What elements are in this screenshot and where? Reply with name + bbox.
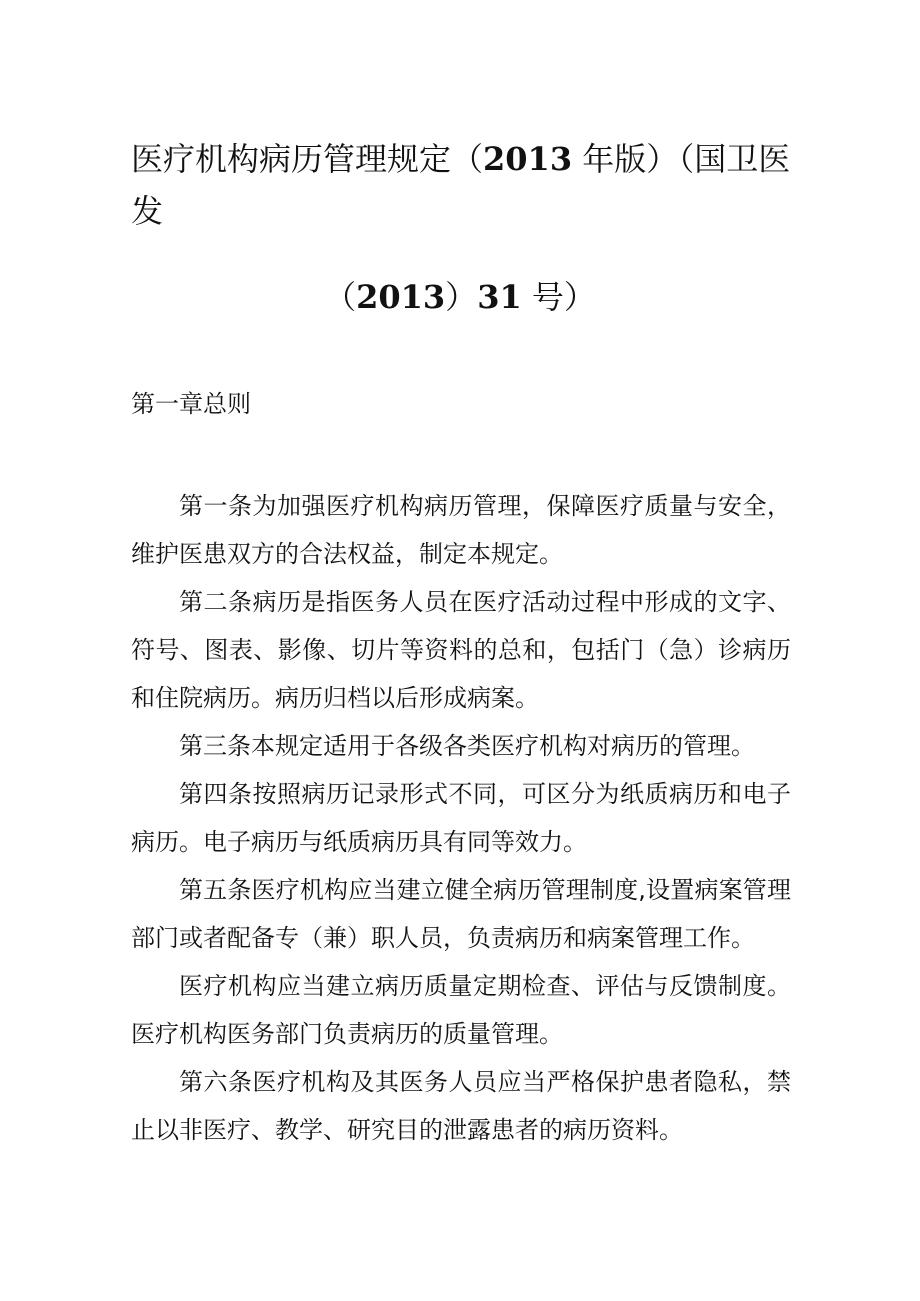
article-paragraph-5: 第五条医疗机构应当建立健全病历管理制度,设置病案管理部门或者配备专（兼）职人员，负责病历和病案管理工作。	[131, 876, 791, 952]
doc-number-mid: ）	[445, 278, 478, 316]
doc-number-post: 号）	[521, 278, 596, 316]
article-paragraph-2: 第二条病历是指医务人员在医疗活动过程中形成的文字、符号、图表、影像、切片等资料的总和，包括门（急）诊病历和住院病历。病历归档以后形成病案。	[131, 588, 791, 712]
title-line1-post: 年版）（国卫医	[572, 140, 791, 178]
doc-number-year: 2013	[356, 278, 446, 316]
document-title	[131, 134, 791, 184]
doc-number-open: （	[324, 278, 357, 316]
title-line1-year: 2013	[483, 140, 573, 178]
article-paragraph-3: 第三条本规定适用于各级各类医疗机构对病历的管理。	[179, 732, 755, 760]
article-paragraph-1: 第一条为加强医疗机构病历管理，保障医疗质量与安全，维护医患双方的合法权益，制定本规定。	[131, 492, 791, 568]
document-number	[0, 272, 920, 322]
doc-number-num: 31	[477, 278, 522, 316]
article-paragraph-6: 医疗机构应当建立病历质量定期检查、评估与反馈制度。医疗机构医务部门负责病历的质量管理。	[131, 972, 791, 1048]
article-paragraph-7: 第六条医疗机构及其医务人员应当严格保护患者隐私，禁止以非医疗、教学、研究目的泄露患者的病历资料。	[131, 1068, 791, 1144]
title-line1-pre: 医疗机构病历管理规定（	[131, 140, 484, 178]
article-paragraph-4: 第四条按照病历记录形式不同，可区分为纸质病历和电子病历。电子病历与纸质病历具有同等效力。	[131, 780, 791, 856]
document-title-continued: 发	[131, 192, 164, 230]
chapter-heading: 第一章总则	[131, 390, 251, 418]
